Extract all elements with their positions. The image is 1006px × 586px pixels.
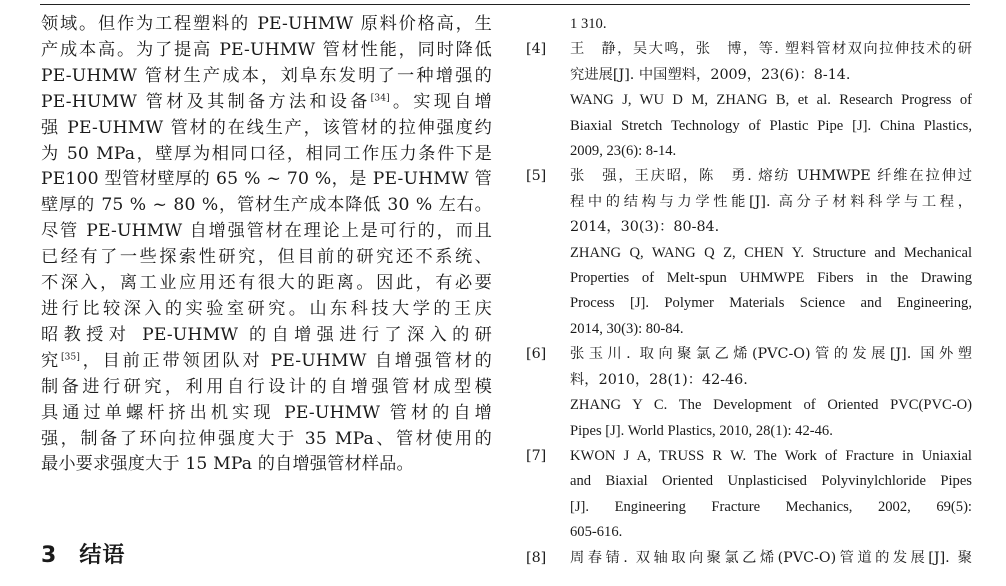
reference-line: 料，2010，28(1)：42-46. (570, 371, 748, 388)
body-text-column (41, 12, 492, 478)
text-line: 产成本高。为了提高 PE-UHMW 管材性能，同时降低 (41, 39, 492, 60)
reference-line: 605-616. (570, 524, 623, 541)
reference-line: ZHANG Q, WANG Q Z, CHEN Y. Structure and Mechanical (570, 244, 972, 261)
text-line: PE100 型管材壁厚的 65 % ~ 70 %，是 PE-UHMW 管 (41, 169, 492, 190)
citation-34[interactable]: [34] (370, 92, 390, 103)
reference-entry-8 (526, 546, 972, 571)
body-paragraph (41, 12, 492, 478)
text-line: 已经有了一些探索性研究，但目前的研究还不系统、 (41, 247, 492, 268)
reference-line: 2009, 23(6): 8-14. (570, 143, 677, 160)
text-line: 昭教授对 PE-UHMW 的自增强进行了深入的研 (41, 324, 492, 345)
text-segment: 。实现自增 (389, 91, 492, 112)
text-line: 强，制备了环向拉伸强度大于 35 MPa、管材使用的 (41, 428, 492, 449)
reference-entry-7 (526, 444, 972, 546)
references-column (526, 12, 972, 571)
text-line: 为 50 MPa，壁厚为相同口径，相同工作压力条件下是 (41, 143, 492, 164)
section-number: 3 (41, 543, 58, 568)
reference-entry-5 (526, 164, 972, 342)
text-segment: ，目前正带领团队对 PE-UHMW 自增强管材的 (80, 350, 492, 371)
text-line: PE-UHMW 管材生产成本，刘阜东发明了一种增强的 (41, 65, 492, 86)
reference-line: 2014, 30(3): 80-84. (570, 320, 684, 337)
text-line: 强 PE-UHMW 管材的在线生产，该管材的拉伸强度约 (41, 117, 492, 138)
reference-line: Pipes [J]. World Plastics, 2010, 28(1): 42-46. (570, 422, 833, 439)
reference-line: Biaxial Stretch Technology of Plastic Pipe [J]. China Plastics, (570, 117, 972, 134)
text-line: 领域。但作为工程塑料的 PE-UHMW 原料价格高，生 (41, 14, 492, 34)
text-line-with-citation (41, 349, 492, 375)
text-line: 壁厚的 75 % ~ 80 %，管材生产成本降低 30 % 左右。 (41, 195, 492, 216)
top-rule (40, 4, 970, 5)
text-line: 最小要求强度大于 15 MPa 的自增强管材样品。 (41, 454, 414, 475)
reference-entry-4 (526, 37, 972, 164)
reference-line: ZHANG Y C. The Development of Oriented PVC(PVC-O) (570, 397, 972, 414)
reference-line: [J]. Engineering Fracture Mechanics, 2002, 69(5): (570, 498, 972, 515)
reference-number: [7] (526, 447, 547, 464)
text-line: 具通过单螺杆挤出机实现 PE-UHMW 管材的自增 (41, 402, 492, 423)
reference-line: Properties of Melt-spun UHMWPE Fibers in the Drawing (570, 270, 972, 287)
reference-number: [4] (526, 41, 547, 58)
text-segment: PE-HUMW 管材及其制备方法和设备 (41, 91, 371, 112)
reference-entry-continued (526, 12, 972, 37)
reference-line: 1 310. (570, 16, 607, 32)
reference-line: 张 强，王庆昭，陈 勇. 熔纺 UHMWPE 纤维在拉伸过 (570, 168, 972, 185)
text-line: 尽管 PE-UHMW 自增强管材在理论上是可行的，而且 (41, 221, 492, 242)
reference-line: 王 静，吴大鸣，张 博，等. 塑料管材双向拉伸技术的研 (570, 41, 972, 58)
reference-line: 周春锖. 双轴取向聚氯乙烯(PVC-O)管道的发展[J]. 聚 (570, 549, 972, 566)
text-line-with-citation (41, 90, 492, 116)
text-line: 不深入，离工业应用还有很大的距离。因此，有必要 (41, 273, 492, 294)
reference-number: [5] (526, 168, 547, 185)
section-title: 结语 (79, 543, 126, 568)
reference-number: [6] (526, 346, 547, 363)
text-line: 制备进行研究，利用自行设计的自增强管材成型模 (41, 376, 492, 397)
text-line: 进行比较深入的实验室研究。山东科技大学的王庆 (41, 298, 492, 319)
reference-line: 究进展[J]. 中国塑料，2009，23(6)：8-14. (570, 66, 851, 83)
reference-number: [8] (526, 549, 547, 566)
reference-line: WANG J, WU D M, ZHANG B, et al. Research Progress of (570, 92, 972, 109)
reference-line: 程中的结构与力学性能[J]. 高分子材料科学与工程， (570, 193, 972, 210)
reference-line: and Biaxial Oriented Unplasticised Polyvinylchloride Pipes (570, 473, 972, 490)
reference-line: Process [J]. Polymer Materials Science and Engineering, (570, 295, 972, 312)
citation-35[interactable]: [35] (60, 352, 81, 363)
reference-line: 2014，30(3)：80-84. (570, 219, 720, 236)
section-heading (41, 538, 125, 569)
reference-entry-6 (526, 342, 972, 444)
reference-line: 张玉川. 取向聚氯乙烯(PVC-O)管的发展[J]. 国外塑 (570, 346, 972, 363)
reference-line: KWON J A, TRUSS R W. The Work of Fracture in Uniaxial (570, 447, 972, 464)
text-segment: 究 (41, 350, 61, 371)
